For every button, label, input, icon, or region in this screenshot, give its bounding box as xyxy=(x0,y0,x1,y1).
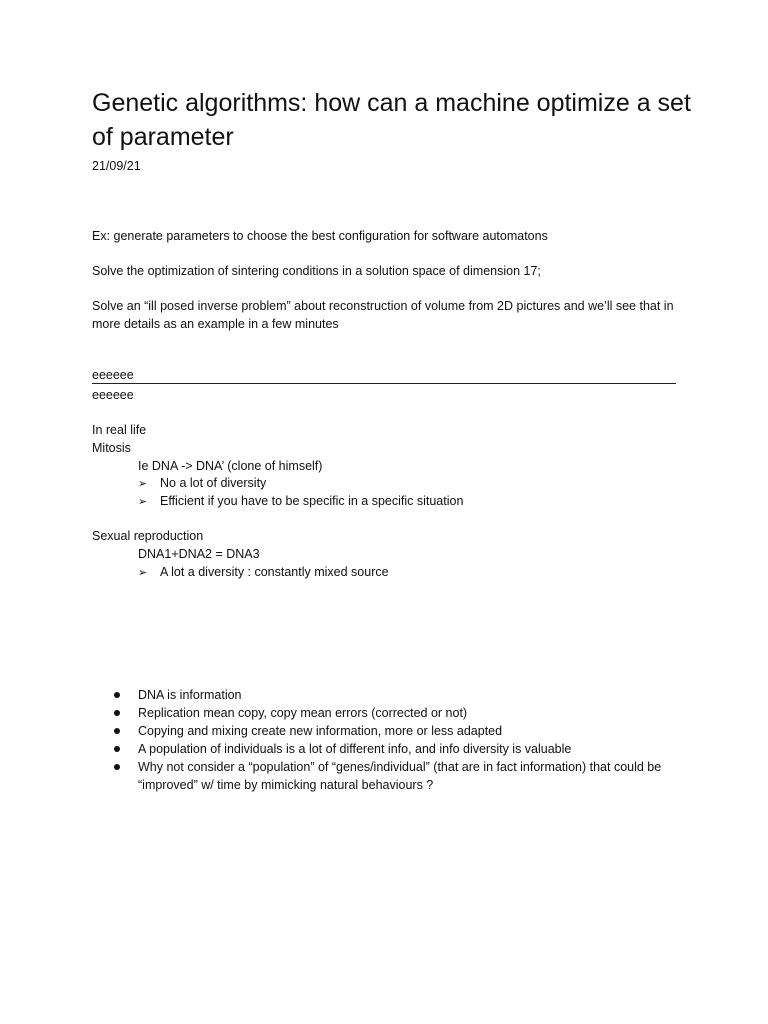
example-paragraph-1: Ex: generate parameters to choose the best configuration for software automatons xyxy=(92,229,548,243)
bullet-text: A population of individuals is a lot of different info, and info diversity is valuable xyxy=(138,742,572,756)
list-item xyxy=(92,704,672,722)
bullet-dot-icon xyxy=(114,728,120,734)
bullet-text: DNA is information xyxy=(138,688,242,702)
bullet-dot-icon xyxy=(114,710,120,716)
horizontal-rule xyxy=(92,383,676,384)
mitosis-heading: Mitosis xyxy=(92,441,131,455)
bullet-dot-icon xyxy=(114,764,120,770)
mitosis-point-2: Efficient if you have to be specific in a specific situation xyxy=(160,494,464,508)
sexual-reproduction-line: DNA1+DNA2 = DNA3 xyxy=(138,547,260,561)
list-item xyxy=(92,686,672,704)
document-date: 21/09/21 xyxy=(92,159,141,173)
list-item xyxy=(92,722,672,740)
real-life-heading: In real life xyxy=(92,423,147,437)
arrow-bullet-icon: ➢ xyxy=(138,567,148,579)
example-paragraph-3: Solve an “ill posed inverse problem” about reconstruction of volume from 2D pictures and we’ll see that in more details as an example in a few minutes xyxy=(92,299,674,331)
list-item xyxy=(138,493,463,510)
arrow-bullet-icon: ➢ xyxy=(138,478,148,490)
bullet-text: Replication mean copy, copy mean errors (corrected or not) xyxy=(138,706,468,720)
list-item xyxy=(138,475,266,492)
bullet-text: Why not consider a “population” of “genes/individual” (that are in fact information) that could be “improved” w/ time by mimicking natural behaviours ? xyxy=(138,760,662,792)
example-paragraph-2: Solve the optimization of sintering conditions in a solution space of dimension 17; xyxy=(92,264,541,278)
separator-text-below: eeeeee xyxy=(92,388,134,402)
list-item xyxy=(92,758,672,794)
document-title: Genetic algorithms: how can a machine optimize a set of parameter xyxy=(92,89,691,151)
mitosis-line: Ie DNA -> DNA’ (clone of himself) xyxy=(138,459,323,473)
list-item xyxy=(138,564,389,581)
bullet-dot-icon xyxy=(114,746,120,752)
bullet-dot-icon xyxy=(114,692,120,698)
sexual-point-1: A lot a diversity : constantly mixed source xyxy=(160,565,389,579)
separator-text-above: eeeeee xyxy=(92,368,134,382)
arrow-bullet-icon: ➢ xyxy=(138,496,148,508)
list-item xyxy=(92,740,672,758)
key-points-list xyxy=(92,686,672,794)
mitosis-point-1: No a lot of diversity xyxy=(160,476,267,490)
bullet-text: Copying and mixing create new information, more or less adapted xyxy=(138,724,503,738)
sexual-reproduction-heading: Sexual reproduction xyxy=(92,529,204,543)
